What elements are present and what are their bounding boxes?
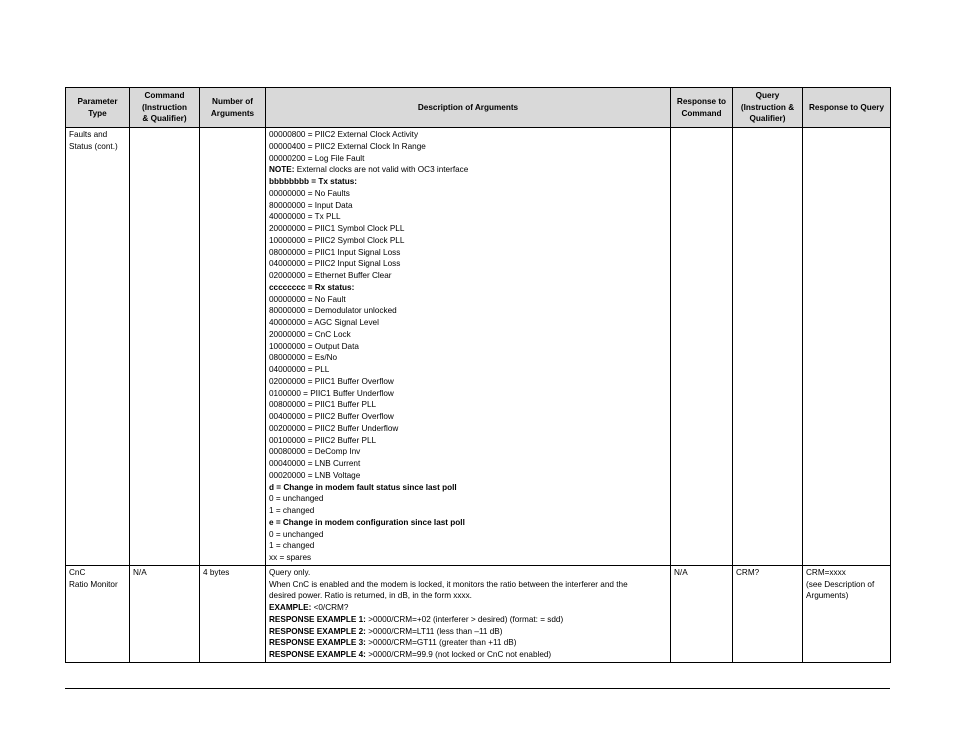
description-line xyxy=(269,529,667,541)
description-cell xyxy=(266,565,671,662)
description-line xyxy=(269,482,667,494)
description-text: When CnC is enabled and the modem is locked, it monitors the ratio between the interferer and the xyxy=(269,579,628,589)
description-text: 80000000 = Input Data xyxy=(269,200,353,210)
description-line xyxy=(269,376,667,388)
description-bold: EXAMPLE: xyxy=(269,603,312,612)
response-to-query-cell xyxy=(803,128,891,566)
parameter-type-header xyxy=(66,88,130,128)
number-of-arguments-cell xyxy=(200,128,266,566)
description-line xyxy=(269,552,667,564)
description-text: 04000000 = PIIC2 Input Signal Loss xyxy=(269,259,401,269)
header-text: Qualifier) xyxy=(749,114,786,124)
description-text: 00040000 = LNB Current xyxy=(269,459,361,468)
description-line xyxy=(269,435,667,447)
description-text: 1 = changed xyxy=(269,506,315,515)
description-bold: bbbbbbbb = Tx status: xyxy=(269,177,358,186)
description-line xyxy=(269,270,667,282)
response-to-query-cell-line: CRM=xxxx xyxy=(806,567,846,577)
command-header xyxy=(130,88,200,128)
description-line xyxy=(269,294,667,306)
description-line xyxy=(269,164,667,176)
parameter-type-cell xyxy=(66,128,130,566)
description-text: 20000000 = CnC Lock xyxy=(269,329,351,339)
table-header xyxy=(66,88,891,128)
description-text: 00000200 = Log File Fault xyxy=(269,153,365,163)
description-line xyxy=(269,399,667,411)
description-line xyxy=(269,176,667,188)
response-to-query-cell-line: (see Description of xyxy=(806,579,875,589)
header-text: Number of xyxy=(212,96,253,106)
description-line xyxy=(269,329,667,341)
query-cell xyxy=(733,128,803,566)
description-text: 1 = changed xyxy=(269,541,315,551)
description-text: >0000/CRM=+02 (interferer > desired) (format: = sdd) xyxy=(365,614,564,624)
description-line xyxy=(269,614,667,626)
description-line xyxy=(269,200,667,212)
query-header xyxy=(733,88,803,128)
description-line xyxy=(269,258,667,270)
description-text: 10000000 = PIIC2 Symbol Clock PLL xyxy=(269,235,405,245)
description-line xyxy=(269,637,667,649)
description-line xyxy=(269,567,667,579)
response-to-command-cell-text: N/A xyxy=(674,567,688,577)
query-cell-text: CRM? xyxy=(736,567,760,577)
description-line xyxy=(269,626,667,638)
table-row xyxy=(66,565,891,662)
parameter-type-cell-line: CnC xyxy=(69,567,86,577)
description-line xyxy=(269,590,667,602)
description-line xyxy=(269,493,667,505)
response-to-query-cell-line: Arguments) xyxy=(806,591,849,601)
description-line xyxy=(269,411,667,423)
description-text: External clocks are not valid with OC3 interface xyxy=(294,165,469,175)
description-bold: RESPONSE EXAMPLE 4: xyxy=(269,650,366,659)
description-text: 04000000 = PLL xyxy=(269,365,330,374)
description-text: 00000400 = PIIC2 External Clock In Range xyxy=(269,141,426,151)
description-line xyxy=(269,579,667,591)
description-text: xx = spares xyxy=(269,553,312,562)
number-of-arguments-cell xyxy=(200,565,266,662)
header-text: (Instruction & xyxy=(740,102,795,112)
description-text: 08000000 = PIIC1 Input Signal Loss xyxy=(269,247,401,257)
description-bold: e = Change in modem configuration since last poll xyxy=(269,517,465,527)
header-row xyxy=(66,88,891,128)
description-line xyxy=(269,602,667,614)
description-line xyxy=(269,305,667,317)
description-text: desired power. Ratio is returned, in dB, in the form xxxx. xyxy=(269,591,472,601)
response-to-command-cell xyxy=(671,128,733,566)
description-line xyxy=(269,317,667,329)
response-to-query-cell xyxy=(803,565,891,662)
description-text: 00100000 = PIIC2 Buffer PLL xyxy=(269,435,377,445)
header-text: Arguments xyxy=(210,108,255,118)
description-text: 00080000 = DeComp Inv xyxy=(269,447,361,457)
description-bold: RESPONSE EXAMPLE 2: xyxy=(269,626,366,636)
description-text: <0/CRM? xyxy=(311,603,349,612)
header-text: Command xyxy=(681,108,722,118)
parameter-type-cell xyxy=(66,565,130,662)
description-line xyxy=(269,153,667,165)
table-body xyxy=(66,128,891,663)
description-text: >0000/CRM=LT11 (less than –11 dB) xyxy=(365,626,503,636)
table-row xyxy=(66,128,891,566)
number-of-arguments-header xyxy=(200,88,266,128)
header-text: Response to xyxy=(676,96,727,106)
description-text: 02000000 = PIIC1 Buffer Overflow xyxy=(269,376,394,386)
header-text: Description of Arguments xyxy=(417,102,519,112)
description-text: 80000000 = Demodulator unlocked xyxy=(269,306,397,316)
description-text: 20000000 = PIIC1 Symbol Clock PLL xyxy=(269,224,405,233)
description-text: 08000000 = Es/No xyxy=(269,353,338,363)
command-cell xyxy=(130,565,200,662)
description-text: >0000/CRM=GT11 (greater than +11 dB) xyxy=(365,638,517,648)
header-text: Query xyxy=(755,90,780,100)
description-line xyxy=(269,223,667,235)
description-text: 40000000 = Tx PLL xyxy=(269,212,341,222)
description-line xyxy=(269,470,667,482)
response-to-command-header xyxy=(671,88,733,128)
description-line xyxy=(269,388,667,400)
footer-rule xyxy=(65,688,890,689)
header-text: & Qualifier) xyxy=(142,114,187,124)
parameter-type-cell-line: Ratio Monitor xyxy=(69,579,118,589)
number-of-arguments-cell-text: 4 bytes xyxy=(203,567,230,577)
command-cell-text: N/A xyxy=(133,567,147,577)
header-text: Response to Query xyxy=(808,102,885,112)
description-text: 00000000 = No Fault xyxy=(269,294,346,304)
description-text: 10000000 = Output Data xyxy=(269,341,359,351)
header-text: (Instruction xyxy=(141,102,188,112)
header-text: Command xyxy=(144,90,185,100)
description-text: 0 = unchanged xyxy=(269,529,324,539)
description-line xyxy=(269,188,667,200)
description-header xyxy=(266,88,671,128)
response-to-query-header xyxy=(803,88,891,128)
description-line xyxy=(269,649,667,661)
parameter-type-cell-line: Status (cont.) xyxy=(69,141,118,151)
command-spec-table xyxy=(65,87,891,663)
description-text: 00400000 = PIIC2 Buffer Overflow xyxy=(269,412,394,421)
description-bold: RESPONSE EXAMPLE 3: xyxy=(269,638,366,648)
description-text: 02000000 = Ethernet Buffer Clear xyxy=(269,271,392,280)
parameter-type-cell-line: Faults and xyxy=(69,130,108,139)
description-line xyxy=(269,364,667,376)
description-line xyxy=(269,423,667,435)
description-cell xyxy=(266,128,671,566)
description-line xyxy=(269,129,667,141)
response-to-command-cell xyxy=(671,565,733,662)
command-cell xyxy=(130,128,200,566)
description-bold: cccccccc = Rx status: xyxy=(269,282,355,292)
description-text: 00000800 = PIIC2 External Clock Activity xyxy=(269,130,419,139)
description-line xyxy=(269,352,667,364)
header-text: Parameter xyxy=(77,96,118,106)
description-text: Query only. xyxy=(269,567,311,577)
description-text: 40000000 = AGC Signal Level xyxy=(269,318,379,327)
description-text: 0 = unchanged xyxy=(269,494,324,504)
description-line xyxy=(269,458,667,470)
description-line xyxy=(269,446,667,458)
description-line xyxy=(269,235,667,247)
description-line xyxy=(269,505,667,517)
description-bold: NOTE: xyxy=(269,165,295,175)
description-line xyxy=(269,517,667,529)
description-line xyxy=(269,282,667,294)
description-line xyxy=(269,540,667,552)
description-bold: RESPONSE EXAMPLE 1: xyxy=(269,614,366,624)
description-line xyxy=(269,211,667,223)
description-bold: d = Change in modem fault status since last poll xyxy=(269,482,457,492)
header-text: Type xyxy=(88,108,107,118)
description-text: 0100000 = PIIC1 Buffer Underflow xyxy=(269,388,394,398)
description-line xyxy=(269,341,667,353)
description-text: >0000/CRM=99.9 (not locked or CnC not enabled) xyxy=(365,650,552,659)
description-text: 00800000 = PIIC1 Buffer PLL xyxy=(269,400,377,410)
description-text: 00200000 = PIIC2 Buffer Underflow xyxy=(269,423,399,433)
description-text: 00020000 = LNB Voltage xyxy=(269,470,361,480)
description-text: 00000000 = No Faults xyxy=(269,188,350,198)
description-line xyxy=(269,141,667,153)
description-line xyxy=(269,247,667,259)
query-cell xyxy=(733,565,803,662)
